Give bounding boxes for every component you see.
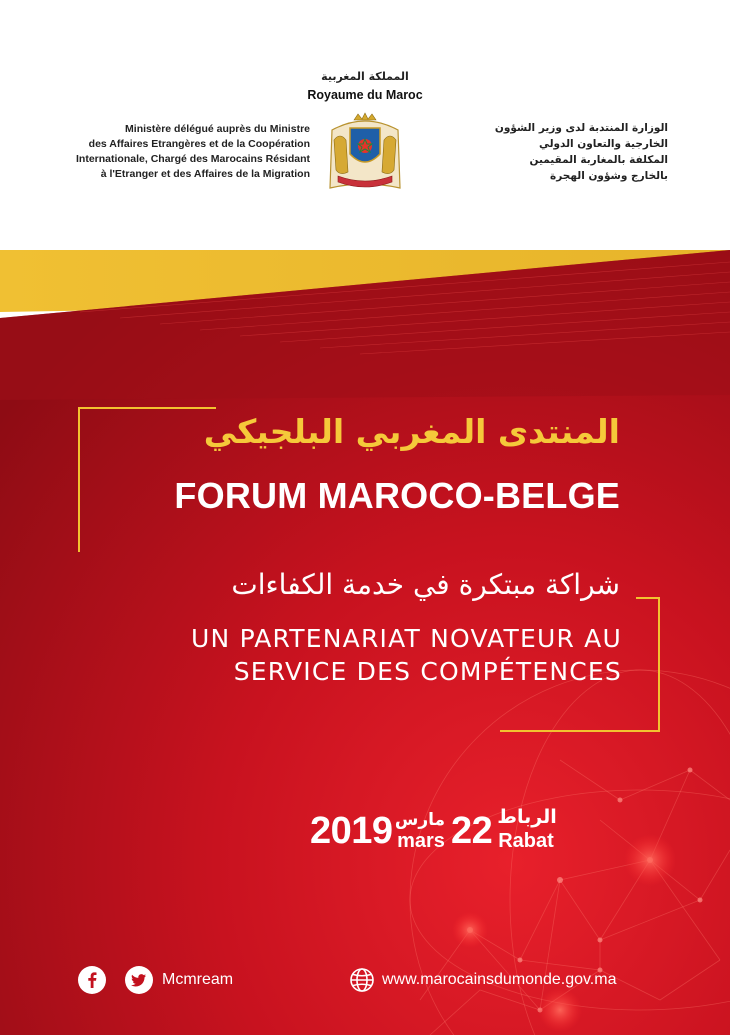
header bbox=[0, 0, 730, 250]
subtitle-french-line: SERVICE DES COMPÉTENCES bbox=[233, 657, 622, 686]
subtitle-frame-bottom bbox=[500, 730, 660, 732]
kingdom-name-arabic: المملكة المغربية bbox=[321, 70, 409, 83]
website-link[interactable]: www.marocainsdumonde.gov.ma bbox=[382, 971, 617, 988]
date-month-french: mars bbox=[397, 830, 445, 852]
ministry-ar-line: الوزارة المنتدبة لدى وزير الشؤون bbox=[494, 122, 668, 134]
ministry-fr-line: Ministère délégué auprès du Ministre bbox=[125, 123, 310, 135]
ministry-name-arabic bbox=[418, 120, 668, 184]
ministry-ar-line: الخارجية والتعاون الدولي bbox=[538, 138, 668, 150]
subtitle-arabic: شراكة مبتكرة في خدمة الكفاءات bbox=[231, 568, 620, 601]
city-french: Rabat bbox=[498, 830, 554, 852]
kingdom-name-french: Royaume du Maroc bbox=[307, 88, 423, 102]
date-day: 22 bbox=[451, 810, 493, 852]
city-arabic: الرباط bbox=[497, 806, 557, 828]
date-year: 2019 bbox=[310, 810, 393, 852]
ministry-ar-line: المكلفة بالمغاربة المقيمين bbox=[529, 154, 668, 166]
forum-title-arabic: المنتدى المغربي البلجيكي bbox=[203, 412, 620, 451]
social-handle[interactable]: Mcmream bbox=[162, 971, 234, 988]
ministry-fr-line: Internationale, Chargé des Marocains Résidant bbox=[76, 153, 310, 165]
facebook-icon[interactable] bbox=[78, 966, 106, 994]
title-frame-top bbox=[78, 407, 216, 409]
ministry-name-french bbox=[60, 122, 310, 182]
subtitle-frame-top bbox=[636, 597, 660, 599]
date-month-arabic: مارس bbox=[394, 810, 446, 830]
coat-of-arms-icon bbox=[320, 110, 410, 196]
subtitle-french bbox=[80, 622, 622, 688]
forum-title-french: FORUM MAROCO-BELGE bbox=[174, 475, 620, 516]
ministry-fr-line: à l'Etranger et des Affaires de la Migration bbox=[100, 168, 310, 180]
subtitle-frame-right bbox=[658, 597, 660, 732]
subtitle-french-line: UN PARTENARIAT NOVATEUR AU bbox=[191, 624, 622, 653]
event-date bbox=[310, 806, 560, 856]
twitter-icon[interactable] bbox=[125, 966, 153, 994]
ministry-fr-line: des Affaires Etrangères et de la Coopération bbox=[88, 138, 310, 150]
globe-icon bbox=[349, 967, 375, 993]
ministry-ar-line: بالخارج وشؤون الهجرة bbox=[550, 170, 668, 182]
